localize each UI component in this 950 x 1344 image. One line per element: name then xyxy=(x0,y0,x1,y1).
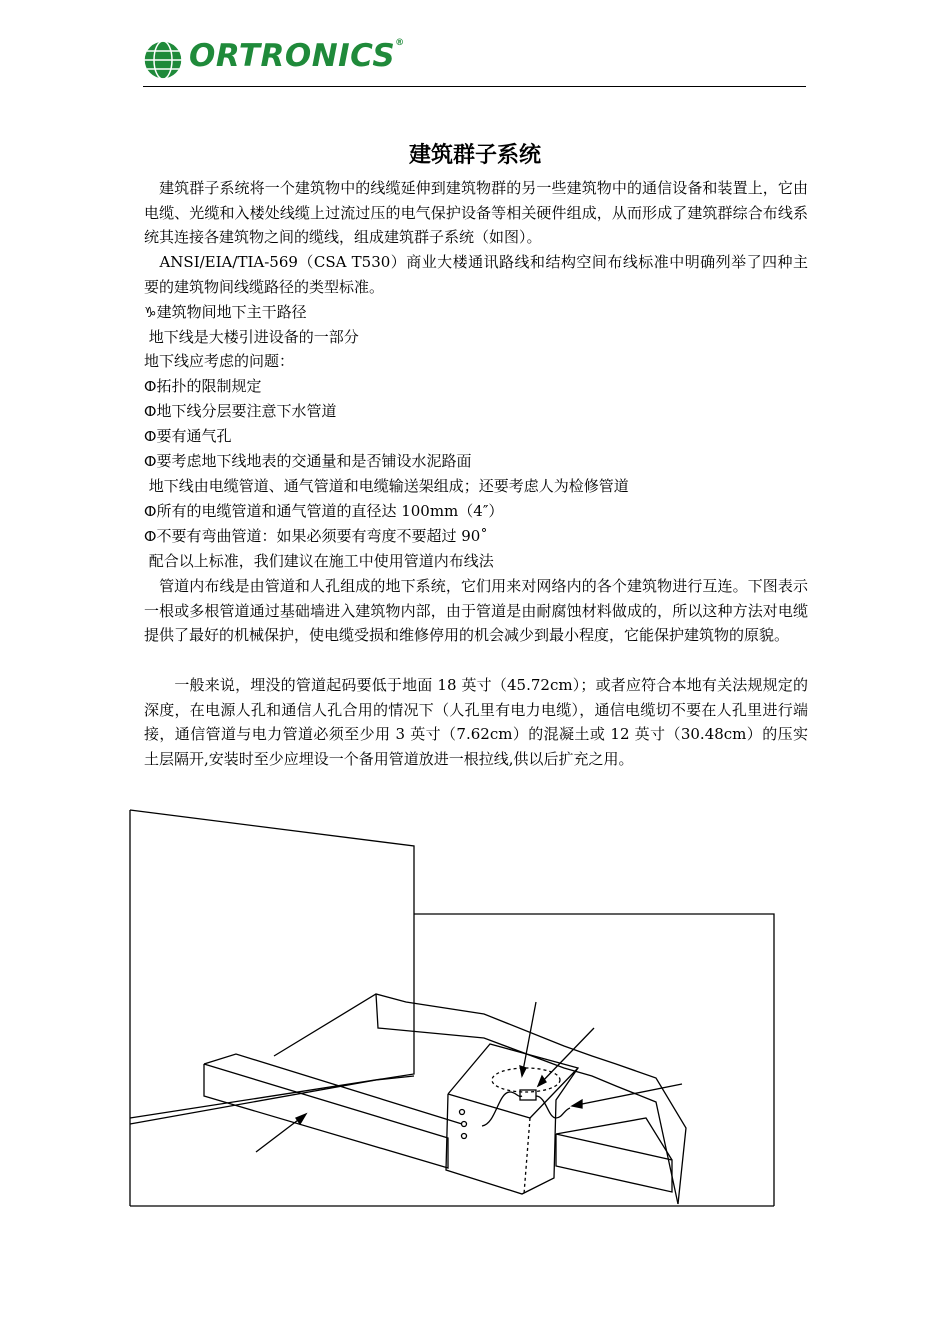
bullet-icon: ⵀ xyxy=(144,379,157,395)
bullet-icon: ⵀ xyxy=(144,504,157,520)
globe-logo-icon xyxy=(143,40,183,80)
brand-logo xyxy=(189,38,405,74)
building-wall xyxy=(130,810,414,1206)
path-heading xyxy=(144,300,307,325)
list-item xyxy=(144,374,261,399)
bullet-icon: ⵀ xyxy=(144,404,157,420)
conduit-left xyxy=(204,1054,462,1168)
recommendation-line: 配合以上标准，我们建议在施工中使用管道内布线法 xyxy=(144,552,494,570)
burial-paragraph: 一般来说，埋没的管道起码要低于地面 18 英寸（45.72cm）；或者应符合本地有关法规规定的深度，在电源人孔和通信人孔合用的情况下（人孔里有电力电缆），通信电缆切不要在人孔里进行端接，通信管道与电力管道必须至少用 3 英寸（7.62cm）的混凝土或 12 英寸（30.48cm）的压实土层隔开,安装时至少应埋设一个备用管道放进一根拉线,供以后扩充之用。 xyxy=(144,676,808,768)
conduit-diagram xyxy=(126,806,780,1210)
list-item xyxy=(144,499,503,524)
list-item-text: 所有的电缆管道和通气管道的直径达 100mm（4″） xyxy=(156,502,504,520)
conduit-right xyxy=(556,1118,672,1192)
bullet-icon: ⵀ xyxy=(144,529,157,545)
list-item-text: 不要有弯曲管道：如果必须要有弯度不要超过 90˚ xyxy=(156,527,488,545)
bullet-icon: ⵀ xyxy=(144,454,157,470)
considerations-heading: 地下线应考虑的问题： xyxy=(144,352,295,370)
list-item xyxy=(144,449,471,474)
conduit-paragraph: 管道内布线是由管道和人孔组成的地下系统，它们用来对网络内的各个建筑物进行互连。下图表示一根或多根管道通过基础墙进入建筑物内部，由于管道是由耐腐蚀材料做成的，所以这种方法对电缆提供了最好的机械保护，使电缆受损和维修停用的机会减少到最小程度，它能保护建筑物的原貌。 xyxy=(144,577,808,645)
underground-part: 地下线是大楼引进设备的一部分 xyxy=(144,328,359,346)
bullet-icon: ⵀ xyxy=(144,429,157,445)
capricorn-bullet-icon: ♑ xyxy=(144,305,157,321)
list-item xyxy=(144,524,488,549)
brand-name: ORTRONICS xyxy=(189,38,396,74)
foundation-ledge xyxy=(274,994,686,1204)
composition-line: 地下线由电缆管道、通气管道和电缆输送架组成；还要考虑人为检修管道 xyxy=(144,477,629,495)
building-right xyxy=(130,914,774,1206)
path-heading-text: 建筑物间地下主干路径 xyxy=(156,303,307,321)
registered-mark: ® xyxy=(395,38,405,48)
list-item-text: 要考虑地下线地表的交通量和是否铺设水泥路面 xyxy=(156,452,472,470)
page-header xyxy=(143,38,806,88)
page-title: 建筑群子系统 xyxy=(408,142,541,168)
list-item xyxy=(144,399,336,424)
intro-paragraph: 建筑群子系统将一个建筑物中的线缆延伸到建筑物群的另一些建筑物中的通信设备和装置上，它由电缆、光缆和入楼处线缆上过流过压的电气保护设备等相关硬件组成，从而形成了建筑群综合布线系统其连接各建筑物之间的缆线，组成建筑群子系统（如图）。 xyxy=(144,179,808,247)
header-divider xyxy=(143,86,806,87)
list-item-text: 要有通气孔 xyxy=(156,427,232,445)
standard-paragraph: ANSI/EIA/TIA-569（CSA T530）商业大楼通讯路线和结构空间布线标准中明确列举了四种主要的建筑物间线缆路径的类型标准。 xyxy=(144,253,808,296)
list-item xyxy=(144,424,231,449)
list-item-text: 拓扑的限制规定 xyxy=(156,377,262,395)
pointer-arrows xyxy=(256,1002,682,1152)
list-item-text: 地下线分层要注意下水管道 xyxy=(156,402,337,420)
